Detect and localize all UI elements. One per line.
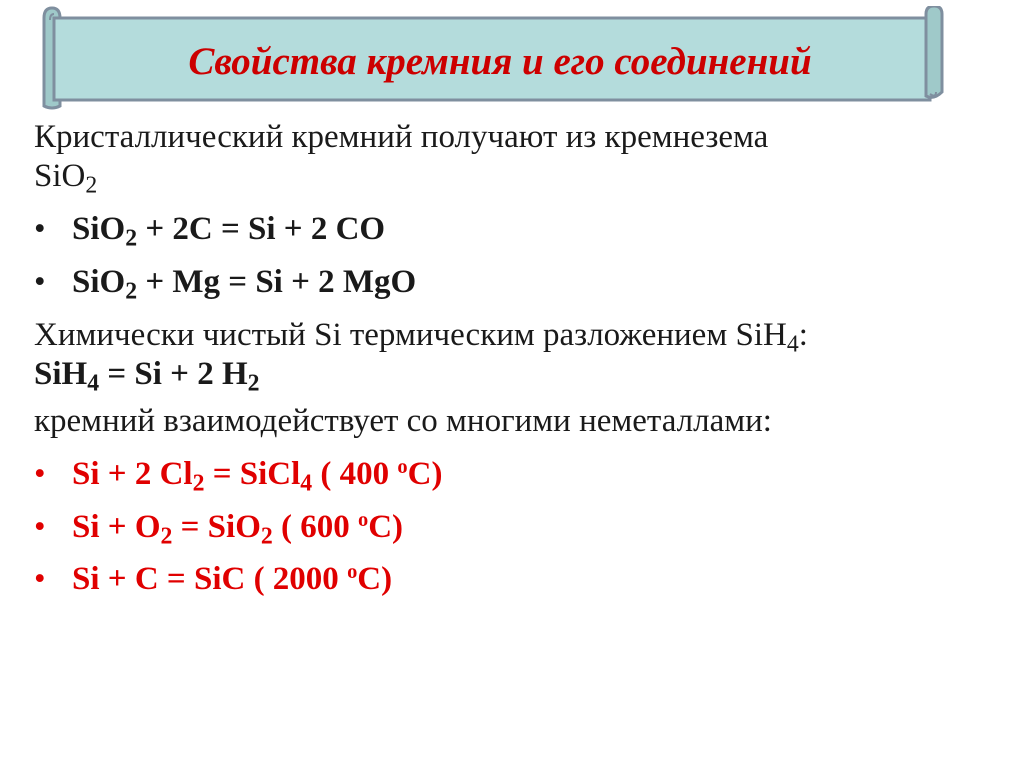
reaction-chlorine: • Si + 2 $Cl_2$ = SiCl$_4$ ( 400 $^o$C) bbox=[34, 455, 443, 497]
reaction-carbon: • SiO$_2$ + 2C = Si + 2 CO bbox=[34, 210, 386, 252]
bullet-icon: • bbox=[34, 508, 46, 545]
intro-text: Кристаллический кремний получают из кремнезема bbox=[34, 119, 769, 155]
silane-decomposition: SiH$_4$ = Si + 2 $H_2$ bbox=[34, 355, 260, 397]
reaction-magnesium: • SiO$_2$ + Mg = Si + 2 MgO bbox=[34, 263, 417, 305]
silica-formula: SiO$_2$ bbox=[34, 157, 98, 199]
bullet-icon: • bbox=[34, 561, 46, 598]
slide-content bbox=[34, 118, 994, 599]
intro-paragraph bbox=[34, 118, 994, 199]
pure-silicon-paragraph: Химически чистый Si термическим разложением SiH$_4$: SiH$_4$ = Si + 2 $H_2$ bbox=[34, 316, 808, 397]
title-banner bbox=[30, 6, 950, 110]
bullet-icon: • bbox=[34, 263, 46, 300]
reaction-oxygen: • $Si + O_2 = SiO_2$ ( 600 $^o$C) bbox=[34, 508, 404, 550]
bullet-icon: • bbox=[34, 455, 46, 492]
reaction-carbon-carbide: • Si + C = SiC ( 2000 $^o$C) bbox=[34, 561, 393, 598]
bullet-icon: • bbox=[34, 210, 46, 247]
nonmetals-text: кремний взаимодействует со многими неметаллами: bbox=[34, 402, 772, 439]
slide-title: Свойства кремния и его соединений bbox=[188, 40, 812, 83]
